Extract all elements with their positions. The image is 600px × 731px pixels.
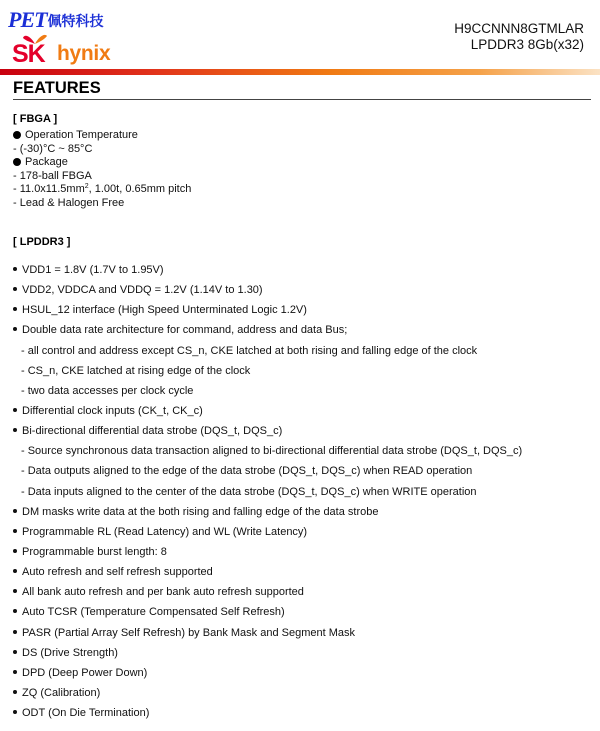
watermark bbox=[8, 9, 104, 31]
bullet-icon bbox=[13, 569, 17, 573]
feature-item bbox=[13, 522, 522, 542]
lead-free: - Lead & Halogen Free bbox=[13, 196, 125, 209]
bullet-icon bbox=[13, 327, 17, 331]
bullet-icon bbox=[13, 549, 17, 553]
bullet-icon bbox=[13, 287, 17, 291]
bullet-icon bbox=[13, 690, 17, 694]
lpddr3-feature-list bbox=[13, 260, 522, 723]
feature-item bbox=[13, 421, 522, 441]
feature-subitem bbox=[13, 482, 522, 502]
feature-item bbox=[13, 300, 522, 320]
page-title: FEATURES bbox=[13, 79, 101, 97]
feature-text: ODT (On Die Termination) bbox=[22, 707, 150, 720]
feature-item bbox=[13, 502, 522, 522]
logo-hynix: hynix bbox=[57, 42, 111, 65]
bullet-icon bbox=[13, 307, 17, 311]
feature-item bbox=[13, 703, 522, 723]
feature-subitem bbox=[13, 361, 522, 381]
feature-text: DM masks write data at the both rising and falling edge of the data strobe bbox=[22, 505, 379, 518]
feature-item bbox=[13, 683, 522, 703]
op-temp-value: - (-30)°C ~ 85°C bbox=[13, 142, 93, 155]
feature-text: Double data rate architecture for command, address and data Bus; bbox=[22, 324, 348, 337]
feature-text: All bank auto refresh and per bank auto refresh supported bbox=[22, 586, 304, 599]
bullet-icon bbox=[13, 408, 17, 412]
feature-text: Bi-directional differential data strobe (DQS_t, DQS_c) bbox=[22, 425, 283, 438]
bullet-icon bbox=[13, 267, 17, 271]
package-label: Package bbox=[25, 156, 68, 168]
feature-text: HSUL_12 interface (High Speed Unterminated Logic 1.2V) bbox=[22, 304, 307, 317]
feature-item bbox=[13, 582, 522, 602]
feature-text: Differential clock inputs (CK_t, CK_c) bbox=[22, 404, 203, 417]
bullet-icon bbox=[13, 428, 17, 432]
package-size-sup: 2 bbox=[84, 183, 89, 190]
feature-text: - Data inputs aligned to the center of the data strobe (DQS_t, DQS_c) when WRITE operation bbox=[21, 485, 477, 498]
feature-text: Auto refresh and self refresh supported bbox=[22, 566, 213, 579]
watermark-latin: PET bbox=[8, 7, 47, 32]
package-size bbox=[13, 183, 191, 197]
package-balls: - 178-ball FBGA bbox=[13, 169, 92, 182]
feature-text: PASR (Partial Array Self Refresh) by Bank Mask and Segment Mask bbox=[22, 626, 355, 639]
op-temp-row bbox=[13, 129, 191, 143]
feature-text: Programmable burst length: 8 bbox=[22, 545, 167, 558]
package-row bbox=[13, 156, 191, 170]
feature-text: DS (Drive Strength) bbox=[22, 646, 118, 659]
package-size-prefix: - 11.0x11.5mm bbox=[13, 183, 85, 195]
feature-text: - two data accesses per clock cycle bbox=[21, 384, 194, 397]
fbga-heading: [ FBGA ] bbox=[13, 113, 58, 125]
bullet-icon bbox=[13, 650, 17, 654]
feature-item bbox=[13, 280, 522, 300]
title-divider bbox=[13, 99, 591, 100]
bullet-icon bbox=[13, 509, 17, 513]
feature-text: VDD1 = 1.8V (1.7V to 1.95V) bbox=[22, 264, 164, 276]
feature-item bbox=[13, 542, 522, 562]
bullet-icon bbox=[13, 710, 17, 714]
bullet-icon bbox=[13, 529, 17, 533]
header-gradient-bar bbox=[0, 69, 600, 75]
feature-text: DPD (Deep Power Down) bbox=[22, 666, 148, 679]
bullet-icon bbox=[13, 630, 17, 634]
feature-text: - Data outputs aligned to the edge of the data strobe (DQS_t, DQS_c) when READ operation bbox=[21, 465, 473, 478]
feature-subitem bbox=[13, 341, 522, 361]
feature-item bbox=[13, 401, 522, 421]
feature-item bbox=[13, 602, 522, 622]
feature-text: ZQ (Calibration) bbox=[22, 686, 101, 699]
watermark-chinese: 佩特科技 bbox=[47, 14, 104, 30]
feature-item bbox=[13, 260, 522, 280]
feature-text: - all control and address except CS_n, CKE latched at both rising and falling edge of the clock bbox=[21, 344, 478, 357]
feature-text: VDD2, VDDCA and VDDQ = 1.2V (1.14V to 1.30) bbox=[22, 284, 263, 297]
lpddr3-heading: [ LPDDR3 ] bbox=[13, 236, 71, 248]
package-size-suffix: , 1.00t, 0.65mm pitch bbox=[88, 183, 192, 195]
feature-item bbox=[13, 663, 522, 683]
part-number: H9CCNNN8GTMLAR bbox=[454, 21, 584, 36]
bullet-icon bbox=[13, 589, 17, 593]
op-temp-label: Operation Temperature bbox=[25, 129, 138, 141]
part-description: LPDDR3 8Gb(x32) bbox=[470, 37, 584, 52]
feature-item bbox=[13, 623, 522, 643]
feature-text: - CS_n, CKE latched at rising edge of the clock bbox=[21, 364, 251, 377]
feature-text: - Source synchronous data transaction aligned to bi-directional differential data strobe (DQS_t, DQS_c) bbox=[21, 445, 523, 458]
feature-item bbox=[13, 562, 522, 582]
header-part-info bbox=[454, 21, 584, 53]
logo-sk: SK bbox=[12, 40, 45, 68]
feature-subitem bbox=[13, 461, 522, 481]
bullet-icon bbox=[13, 609, 17, 613]
bullet-icon bbox=[13, 158, 21, 166]
feature-subitem bbox=[13, 441, 522, 461]
feature-item bbox=[13, 320, 522, 340]
feature-subitem bbox=[13, 381, 522, 401]
bullet-icon bbox=[13, 131, 21, 139]
feature-text: Auto TCSR (Temperature Compensated Self Refresh) bbox=[22, 606, 285, 619]
fbga-section bbox=[13, 129, 191, 210]
feature-text: Programmable RL (Read Latency) and WL (Write Latency) bbox=[22, 525, 308, 538]
feature-item bbox=[13, 643, 522, 663]
bullet-icon bbox=[13, 670, 17, 674]
